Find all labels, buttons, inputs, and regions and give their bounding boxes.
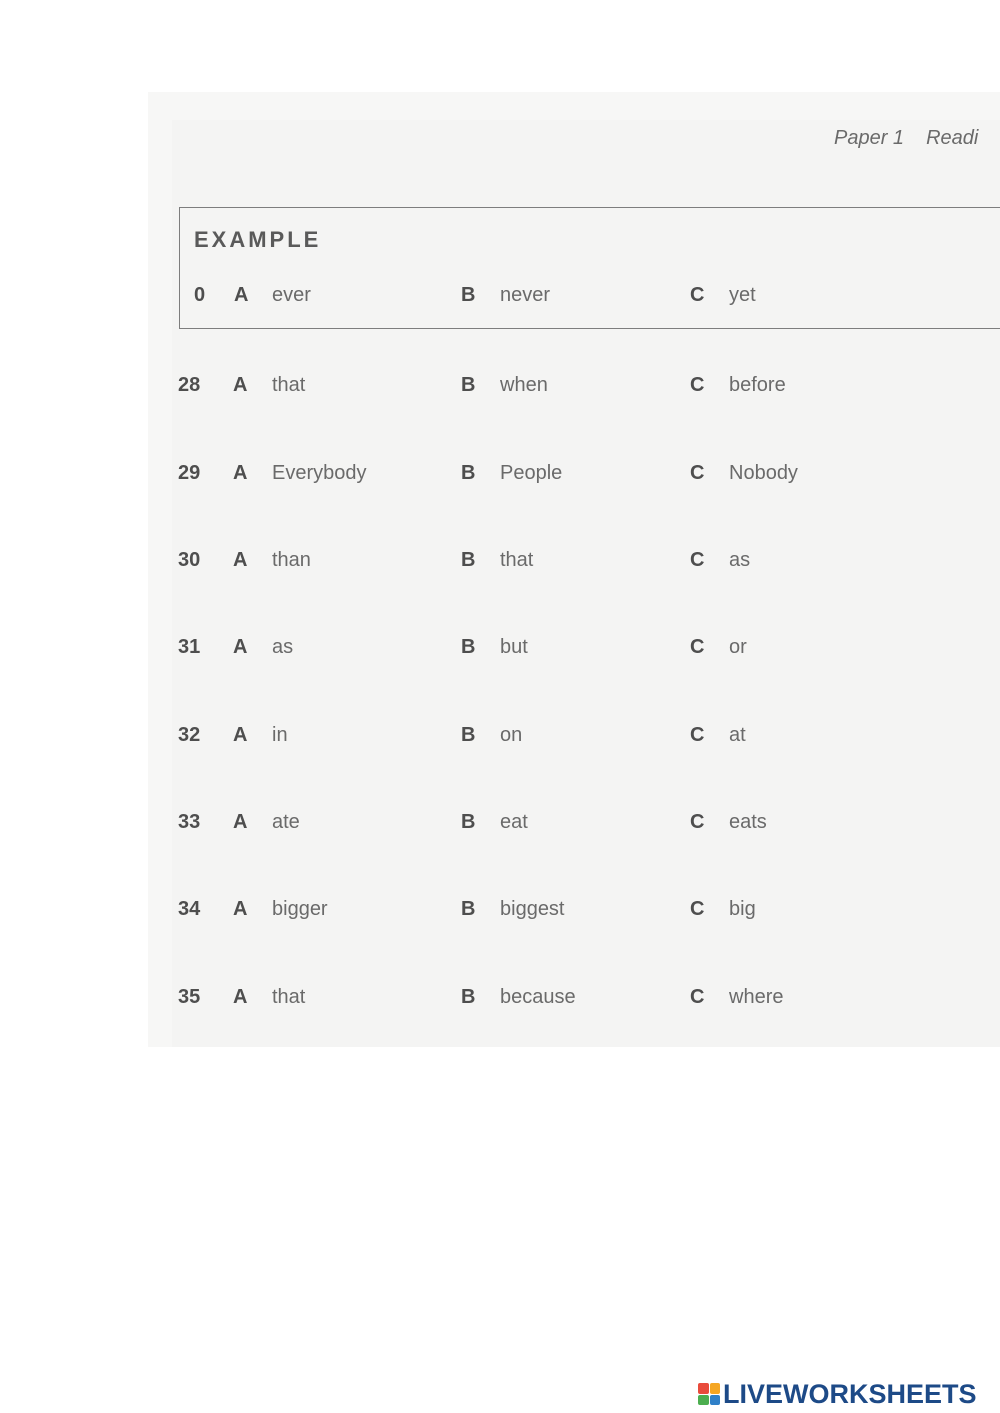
option-word-b: eat bbox=[500, 811, 528, 833]
option-letter-b: B bbox=[461, 724, 476, 746]
question-number: 35 bbox=[178, 986, 201, 1008]
option-letter-b: B bbox=[461, 549, 476, 571]
option-word-a: in bbox=[272, 724, 288, 746]
option-letter-a: A bbox=[233, 549, 248, 571]
option-word-c: where bbox=[729, 986, 784, 1008]
option-word-c: eats bbox=[729, 811, 767, 833]
option-letter-c: C bbox=[690, 462, 705, 484]
question-row-28 bbox=[0, 374, 1000, 404]
watermark-text: LIVEWORKSHEETS bbox=[723, 1378, 977, 1409]
option-letter-b: B bbox=[461, 374, 476, 396]
option-word-a: than bbox=[272, 549, 311, 571]
option-letter-b: B bbox=[461, 986, 476, 1008]
option-word-a: as bbox=[272, 636, 294, 658]
option-letter-a: A bbox=[233, 462, 248, 484]
option-letter-c: C bbox=[690, 374, 705, 396]
option-word-b: because bbox=[500, 986, 576, 1008]
logo-tile-orange bbox=[710, 1383, 721, 1394]
liveworksheets-watermark bbox=[698, 1379, 977, 1409]
option-letter-b: B bbox=[461, 636, 476, 658]
question-row-30 bbox=[0, 549, 1000, 579]
option-word-a: bigger bbox=[272, 898, 328, 920]
option-letter-a: A bbox=[233, 898, 248, 920]
option-word-b: never bbox=[500, 284, 551, 306]
paper-label: Paper 1 bbox=[834, 127, 905, 149]
option-word-b: on bbox=[500, 724, 523, 746]
option-letter-c: C bbox=[690, 898, 705, 920]
option-word-a: ever bbox=[272, 284, 311, 306]
option-letter-b: B bbox=[461, 284, 476, 306]
option-letter-c: C bbox=[690, 811, 705, 833]
question-number: 29 bbox=[178, 462, 201, 484]
option-letter-c: C bbox=[690, 549, 705, 571]
option-letter-b: B bbox=[461, 898, 476, 920]
option-letter-a: A bbox=[233, 986, 248, 1008]
logo-tile-green bbox=[698, 1395, 709, 1406]
question-row-35 bbox=[0, 986, 1000, 1016]
option-word-a: Everybody bbox=[272, 462, 367, 484]
option-letter-b: B bbox=[461, 811, 476, 833]
question-row-33 bbox=[0, 811, 1000, 841]
question-number: 34 bbox=[178, 898, 201, 920]
option-letter-a: A bbox=[233, 811, 248, 833]
option-word-a: ate bbox=[272, 811, 300, 833]
question-number: 32 bbox=[178, 724, 201, 746]
option-letter-b: B bbox=[461, 462, 476, 484]
option-word-b: biggest bbox=[500, 898, 565, 920]
option-letter-c: C bbox=[690, 284, 705, 306]
example-row bbox=[0, 284, 1000, 314]
option-word-c: Nobody bbox=[729, 462, 798, 484]
logo-tile-blue bbox=[710, 1395, 721, 1406]
option-word-b: but bbox=[500, 636, 528, 658]
option-letter-c: C bbox=[690, 636, 705, 658]
option-word-a: that bbox=[272, 986, 306, 1008]
option-letter-c: C bbox=[690, 986, 705, 1008]
option-word-b: that bbox=[500, 549, 534, 571]
option-letter-c: C bbox=[690, 724, 705, 746]
question-number: 0 bbox=[194, 284, 206, 306]
question-number: 31 bbox=[178, 636, 201, 658]
option-letter-a: A bbox=[234, 284, 249, 306]
option-word-c: yet bbox=[729, 284, 756, 306]
question-number: 33 bbox=[178, 811, 201, 833]
option-word-b: People bbox=[500, 462, 563, 484]
question-row-34 bbox=[0, 898, 1000, 928]
question-number: 30 bbox=[178, 549, 201, 571]
option-letter-a: A bbox=[233, 636, 248, 658]
question-number: 28 bbox=[178, 374, 201, 396]
option-word-c: at bbox=[729, 724, 746, 746]
option-word-c: before bbox=[729, 374, 786, 396]
question-row-32 bbox=[0, 724, 1000, 754]
option-word-b: when bbox=[500, 374, 548, 396]
option-word-c: big bbox=[729, 898, 756, 920]
option-word-c: or bbox=[729, 636, 747, 658]
section-label: Readi bbox=[926, 127, 979, 149]
option-letter-a: A bbox=[233, 374, 248, 396]
liveworksheets-logo-icon bbox=[698, 1383, 720, 1405]
logo-tile-red bbox=[698, 1383, 709, 1394]
option-word-c: as bbox=[729, 549, 751, 571]
example-title: EXAMPLE bbox=[194, 227, 322, 252]
page-header bbox=[834, 127, 1000, 150]
question-row-29 bbox=[0, 462, 1000, 492]
option-letter-a: A bbox=[233, 724, 248, 746]
option-word-a: that bbox=[272, 374, 306, 396]
question-row-31 bbox=[0, 636, 1000, 666]
